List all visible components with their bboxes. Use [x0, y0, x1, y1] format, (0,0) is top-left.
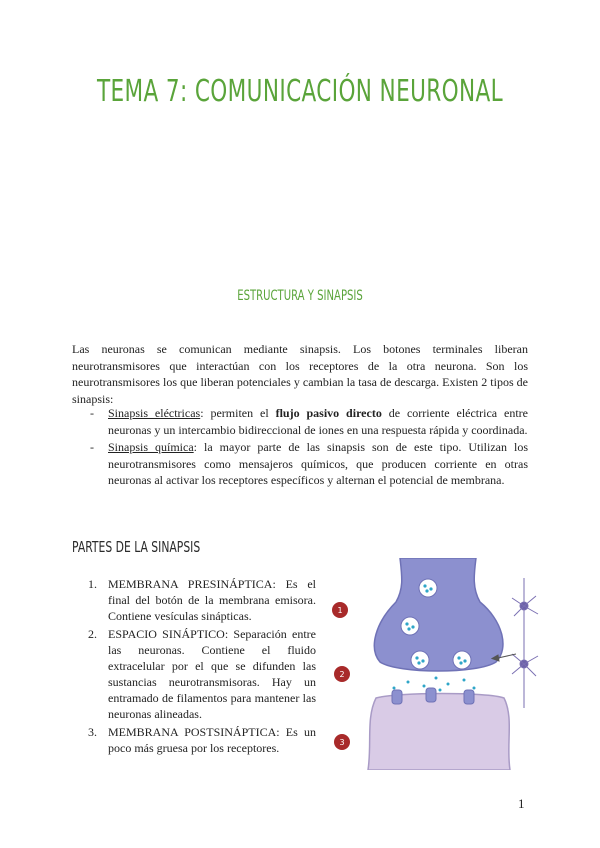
marker-label: 2 — [339, 670, 345, 679]
term-chemical-synapse: Sinapsis química — [108, 440, 194, 454]
list-item — [90, 405, 528, 438]
bullet-dash: - — [90, 406, 94, 420]
synapse-types-list — [90, 405, 528, 490]
synapse-diagram — [328, 558, 548, 770]
marker-label: 3 — [339, 738, 345, 747]
list-item — [88, 626, 316, 722]
bold-term: flujo pasivo directo — [275, 406, 382, 420]
subsection-heading: PARTES DE LA SINAPSIS — [72, 538, 201, 556]
bullet-text — [108, 439, 528, 489]
section-heading: ESTRUCTURA Y SINAPSIS — [237, 288, 363, 304]
bullet-text-part: : la mayor parte de las sinapsis son de este tipo. Utilizan los neurotransmisores como mensajeros químicos, que producen corriente en otras neuronas al activar los receptores específicos y alternan el potencial de membrana. — [108, 440, 528, 487]
list-number: 2. — [88, 627, 97, 641]
list-number: 1. — [88, 577, 97, 591]
bullet-dash: - — [90, 440, 94, 454]
presynaptic-terminal — [374, 558, 503, 671]
postsynaptic-membrane — [368, 694, 510, 771]
neuron-illustration — [512, 578, 538, 708]
marker-label: 1 — [337, 606, 343, 615]
list-number: 3. — [88, 725, 97, 739]
marker-2 — [334, 666, 350, 682]
bullet-text-part: : permiten el — [200, 406, 276, 420]
term-electrical-synapse: Sinapsis eléctricas — [108, 406, 201, 420]
intro-paragraph: Las neuronas se comunican mediante sinapsis. Los botones terminales liberan neurotransmisores que interactúan con los receptores de la otra neurona. Son los neurotransmisores los que liberan potenciales y cambian la tasa de descarga. Existen 2 tipos de sinapsis: — [72, 342, 528, 406]
bullet-text — [108, 405, 528, 438]
list-item — [88, 576, 316, 624]
list-item — [88, 724, 316, 756]
marker-3 — [334, 734, 350, 750]
list-item — [90, 439, 528, 489]
list-item-text: MEMBRANA PRESINÁPTICA: Es el final del botón de la membrana emisora. Contiene vesículas sinápticas. — [108, 577, 316, 623]
list-item-text: ESPACIO SINÁPTICO: Separación entre las neuronas. Contiene el fluido extracelular por el que se difunden las sustancias neurotransmisoras. Hay un entramado de filamentos para mantener las neuronas alineadas. — [108, 627, 316, 721]
marker-1 — [332, 602, 348, 618]
page-title: TEMA 7: COMUNICACIÓN NEURONAL — [96, 74, 504, 109]
page-number: 1 — [518, 796, 525, 811]
list-item-text: MEMBRANA POSTSINÁPTICA: Es un poco más gruesa por los receptores. — [108, 725, 316, 755]
bullet-text-part: de corriente eléctrica entre neuronas y un intercambio bidireccional de iones en una respuesta rápida y coordinada. — [108, 406, 529, 437]
synapse-parts-list — [88, 576, 316, 758]
